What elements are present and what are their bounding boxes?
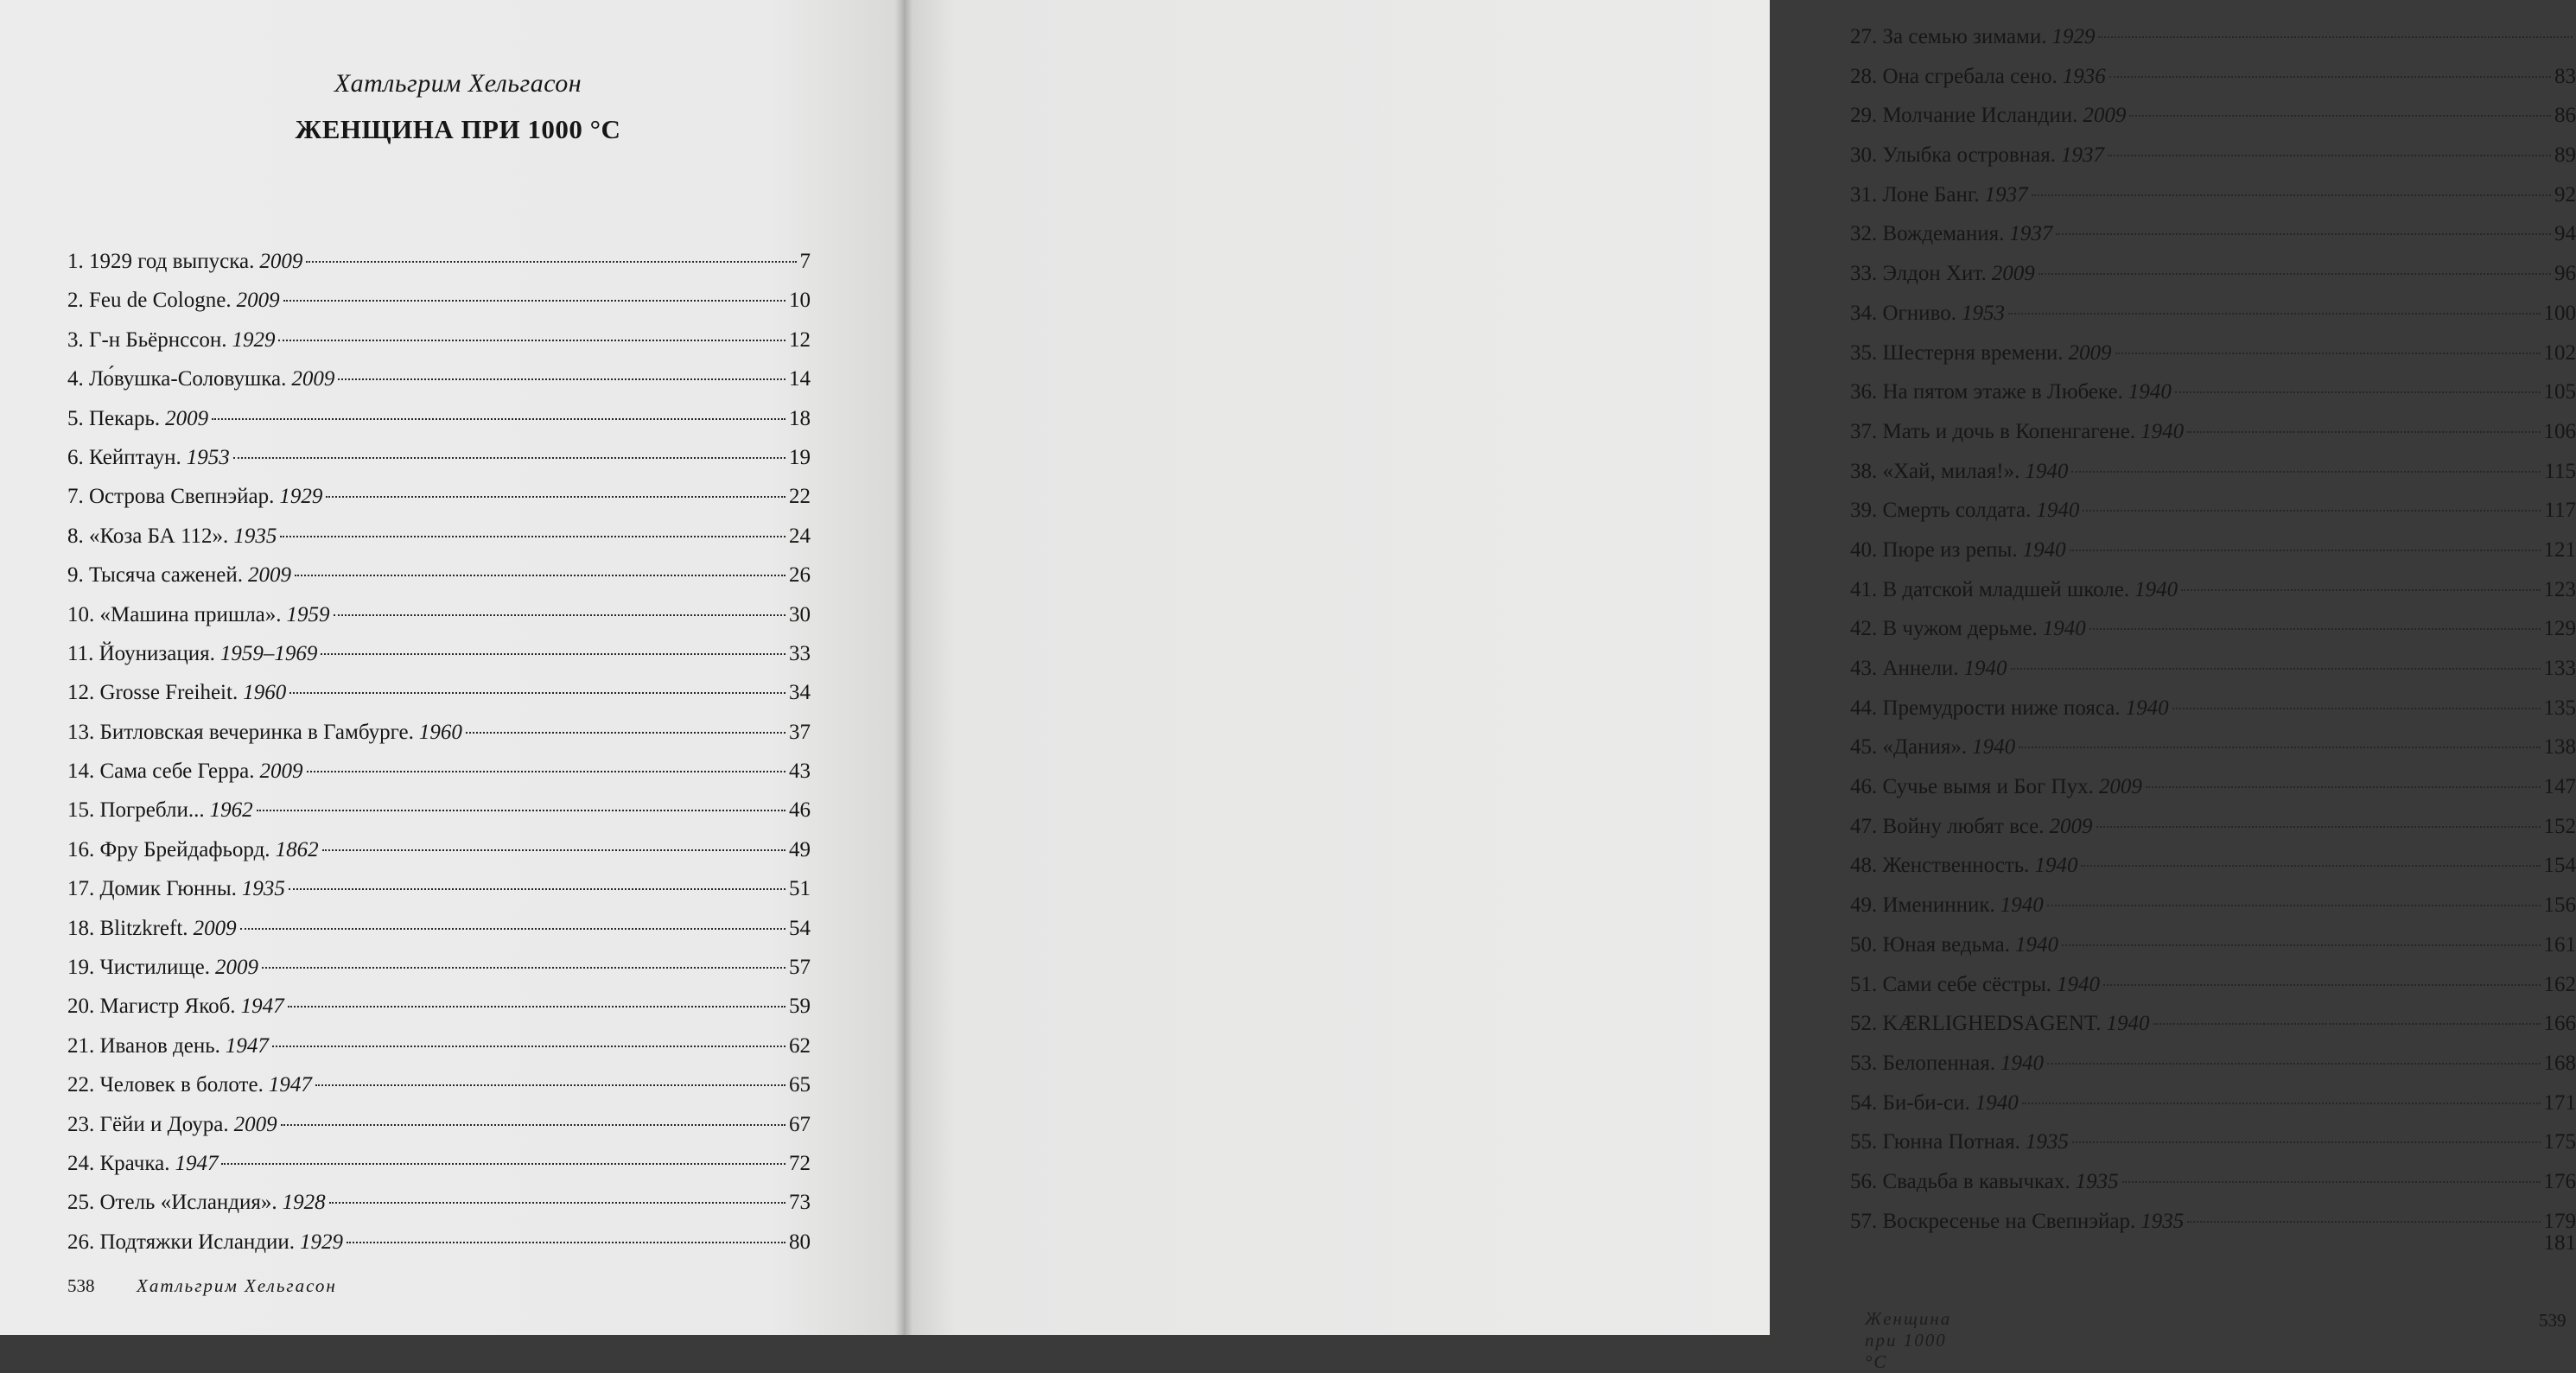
toc-entry-page: 179 — [2544, 1202, 2576, 1242]
toc-entry-year: 2009 — [165, 399, 208, 438]
toc-dot-leader — [2081, 865, 2540, 867]
toc-entry — [1850, 689, 2576, 728]
toc-entry-page: 22 — [789, 477, 811, 516]
toc-entry — [67, 673, 811, 712]
folio-number-left: 538 — [67, 1275, 95, 1297]
toc-entry-title: 38. «Хай, милая!». — [1850, 452, 2019, 492]
toc-entry-page: 168 — [2544, 1044, 2576, 1084]
toc-dot-leader — [233, 457, 786, 459]
toc-entry-title: 1. 1929 год выпуска. — [67, 242, 254, 281]
toc-dot-leader — [321, 653, 786, 655]
toc-entry — [67, 791, 811, 830]
toc-entry — [67, 1223, 811, 1262]
toc-entry-year: 1940 — [2036, 491, 2079, 531]
toc-dot-leader — [2070, 550, 2541, 551]
toc-entry-page: 24 — [789, 517, 811, 556]
toc-entry-title: 22. Человек в болоте. — [67, 1065, 264, 1104]
toc-dot-leader — [2083, 510, 2541, 512]
toc-dot-leader — [2071, 471, 2541, 473]
toc-entry-page: 154 — [2544, 846, 2576, 886]
toc-dot-leader — [322, 849, 786, 851]
toc-entry — [67, 987, 811, 1026]
toc-entry-title: 46. Сучье вымя и Бог Пух. — [1850, 767, 2094, 807]
toc-entry-page: 12 — [789, 321, 811, 359]
toc-entry-page: 14 — [789, 359, 811, 398]
toc-entry-page: 166 — [2544, 1004, 2576, 1044]
toc-entry — [1850, 1004, 2576, 1044]
toc-entry-title: 24. Крачка. — [67, 1144, 169, 1183]
toc-entry — [1850, 925, 2576, 965]
toc-entry — [67, 359, 811, 398]
toc-entry-page: 129 — [2544, 609, 2576, 649]
toc-dot-leader — [278, 340, 786, 341]
toc-entry-year: 1940 — [2126, 689, 2169, 728]
toc-entry-year: 1940 — [1972, 728, 2015, 767]
toc-entry — [1850, 965, 2576, 1005]
toc-entry-title: 53. Белопенная. — [1850, 1044, 1995, 1084]
toc-entry-year: 1929 — [232, 321, 275, 359]
toc-entry — [1850, 372, 2576, 412]
toc-entry-year: 1929 — [279, 477, 322, 516]
toc-dot-leader — [2047, 1063, 2540, 1065]
toc-entry-page: 161 — [2544, 925, 2576, 965]
toc-entry-page: 171 — [2544, 1084, 2576, 1123]
toc-entry-page: 135 — [2544, 689, 2576, 728]
toc-dot-leader — [306, 261, 796, 263]
toc-entry-year: 1937 — [2009, 214, 2052, 254]
toc-entry-page: 156 — [2544, 886, 2576, 925]
toc-dot-leader — [240, 928, 786, 930]
toc-entry-year: 2009 — [2099, 767, 2142, 807]
toc-entry-title: 45. «Дания». — [1850, 728, 1967, 767]
toc-entry — [67, 1183, 811, 1222]
toc-dot-leader — [289, 888, 786, 890]
toc-entry — [67, 948, 811, 987]
toc-entry-title: 30. Улыбка островная. — [1850, 136, 2056, 175]
toc-entry-page: 105 — [2544, 372, 2576, 412]
toc-entry — [67, 477, 811, 516]
toc-dot-leader — [2187, 431, 2540, 433]
toc-entry — [67, 869, 811, 908]
toc-dot-leader — [2172, 708, 2541, 709]
toc-entry-year: 1940 — [2140, 412, 2184, 452]
toc-entry-page: 34 — [789, 673, 811, 712]
toc-entry-year: 1947 — [175, 1144, 218, 1183]
toc-entry-title: 54. Би-би-си. — [1850, 1084, 1970, 1123]
toc-entry — [1850, 294, 2576, 334]
toc-entry — [1850, 807, 2576, 847]
toc-dot-leader — [2108, 155, 2551, 156]
toc-entry-year: 1940 — [1964, 649, 2007, 689]
toc-dot-leader — [288, 1006, 786, 1008]
toc-dot-leader — [212, 418, 786, 420]
toc-entry-year: 2009 — [259, 242, 302, 281]
toc-entry — [1850, 531, 2576, 570]
toc-entry-year: 1960 — [243, 673, 286, 712]
toc-entry-title: 39. Смерть солдата. — [1850, 491, 2031, 531]
toc-entry-page: 72 — [789, 1144, 811, 1183]
toc-entry-title: 13. Битловская вечеринка в Гамбурге. — [67, 713, 414, 752]
toc-entry-page: 106 — [2544, 412, 2576, 452]
toc-entry-year: 1940 — [2128, 372, 2172, 412]
running-head-right: Женщина при 1000 °С — [1865, 1308, 1951, 1373]
toc-dot-leader — [2129, 115, 2551, 117]
toc-entry-year: 2009 — [215, 948, 258, 987]
toc-entry-page: 51 — [789, 869, 811, 908]
toc-entry — [1850, 728, 2576, 767]
toc-entry-title: 35. Шестерня времени. — [1850, 334, 2064, 373]
toc-entry-year: 1940 — [1975, 1084, 2019, 1123]
toc-entry-title: 25. Отель «Исландия». — [67, 1183, 277, 1222]
toc-entry — [67, 242, 811, 281]
toc-entry-page: 115 — [2544, 452, 2576, 492]
toc-entry-year: 1935 — [2076, 1162, 2119, 1202]
toc-dot-leader — [2047, 905, 2541, 906]
toc-entry-title: 28. Она сгребала сено. — [1850, 57, 2058, 97]
toc-entry-year: 1940 — [2057, 965, 2100, 1005]
toc-dot-leader — [262, 967, 786, 969]
toc-entry-title: 2. Feu de Cologne. — [67, 281, 232, 320]
toc-entry-page: 62 — [789, 1027, 811, 1065]
toc-entry-year: 2009 — [260, 752, 303, 791]
toc-dot-leader — [257, 810, 786, 811]
toc-dot-leader — [2122, 1181, 2541, 1183]
toc-entry-page: 147 — [2544, 767, 2576, 807]
toc-entry-year: 1935 — [2140, 1202, 2184, 1242]
toc-dot-leader — [2039, 273, 2551, 275]
toc-entry-year: 1947 — [241, 987, 284, 1026]
toc-entry-year: 2009 — [194, 909, 237, 948]
toc-entry-page: 133 — [2544, 649, 2576, 689]
toc-entry — [1850, 1122, 2576, 1162]
toc-entry — [67, 517, 811, 556]
toc-entry-year: 1935 — [233, 517, 277, 556]
toc-entry — [67, 1027, 811, 1065]
toc-entry-page: 46 — [789, 791, 811, 830]
toc-entry-title: 11. Йоунизация. — [67, 634, 215, 673]
toc-entry-title: 7. Острова Свепнэйар. — [67, 477, 274, 516]
toc-entry-page: 54 — [789, 909, 811, 948]
toc-entry-page: 73 — [789, 1183, 811, 1222]
toc-dot-leader — [2103, 984, 2540, 986]
toc-entry-year: 1936 — [2063, 57, 2106, 97]
toc-dot-leader — [2032, 194, 2551, 196]
toc-entry-title: 47. Войну любят все. — [1850, 807, 2045, 847]
toc-entry-page: 19 — [789, 438, 811, 477]
toc-entry-year: 1959 — [287, 595, 330, 634]
toc-entry-year: 2009 — [1992, 254, 2035, 294]
toc-entry-year: 1929 — [2051, 17, 2095, 57]
toc-entry-year: 1929 — [300, 1223, 343, 1262]
toc-dot-leader — [2089, 628, 2541, 630]
toc-entry — [1850, 886, 2576, 925]
toc-entry-year: 1953 — [187, 438, 230, 477]
toc-entry-year: 1928 — [283, 1183, 326, 1222]
toc-dot-leader — [315, 1084, 786, 1086]
toc-entry — [1850, 452, 2576, 492]
toc-entry — [1850, 96, 2576, 136]
toc-entry-title: 26. Подтяжки Исландии. — [67, 1223, 295, 1262]
toc-entry — [1850, 57, 2576, 97]
toc-entry — [67, 321, 811, 359]
toc-entry-page: 102 — [2544, 334, 2576, 373]
toc-entry — [1850, 136, 2576, 175]
toc-dot-leader — [2187, 1221, 2540, 1223]
toc-entry-title: 10. «Машина пришла». — [67, 595, 282, 634]
toc-list-left — [67, 242, 811, 1262]
toc-entry-title: 21. Иванов день. — [67, 1027, 220, 1065]
running-head-left: Хатльгрим Хельгасон — [137, 1275, 337, 1297]
toc-entry-title: 8. «Коза БА 112». — [67, 517, 228, 556]
toc-dot-leader — [466, 732, 786, 734]
toc-dot-leader — [2115, 353, 2541, 354]
toc-dot-leader — [2072, 1141, 2541, 1143]
toc-entry-title: 15. Погребли... — [67, 791, 205, 830]
toc-entry-year: 1940 — [2000, 886, 2044, 925]
toc-entry-page: 92 — [2554, 175, 2576, 215]
toc-entry-year: 1947 — [226, 1027, 269, 1065]
toc-dot-leader — [347, 1242, 786, 1243]
toc-entry-title: 14. Сама себе Герра. — [67, 752, 255, 791]
toc-entry — [1850, 846, 2576, 886]
book-gutter — [895, 0, 913, 1335]
toc-entry — [67, 281, 811, 320]
toc-dot-leader — [2146, 786, 2541, 788]
toc-entry-year: 1940 — [2023, 531, 2066, 570]
toc-entry-page: 65 — [789, 1065, 811, 1104]
toc-dot-leader — [2175, 391, 2541, 393]
toc-entry-year: 2009 — [291, 359, 334, 398]
toc-dot-leader — [272, 1046, 786, 1047]
toc-entry-title: 32. Вождемания. — [1850, 214, 2004, 254]
toc-entry-year: 2009 — [2050, 807, 2093, 847]
toc-entry — [1850, 214, 2576, 254]
toc-dot-leader — [307, 771, 786, 772]
toc-dot-leader — [2181, 589, 2540, 591]
toc-entry-page: 152 — [2544, 807, 2576, 847]
toc-entry — [1850, 491, 2576, 531]
toc-entry-title: 56. Свадьба в кавычках. — [1850, 1162, 2070, 1202]
toc-entry-title: 37. Мать и дочь в Копенгагене. — [1850, 412, 2135, 452]
toc-entry-year: 1937 — [2061, 136, 2104, 175]
toc-entry — [1850, 334, 2576, 373]
toc-entry-year: 1935 — [2026, 1122, 2069, 1162]
toc-dot-leader — [2011, 668, 2541, 670]
toc-entry-title: 9. Тысяча саженей. — [67, 556, 243, 594]
toc-entry-page: 121 — [2544, 531, 2576, 570]
toc-entry-title: 49. Именинник. — [1850, 886, 1995, 925]
toc-entry-year: 2009 — [248, 556, 291, 594]
toc-dot-leader — [2019, 747, 2540, 748]
toc-entry-year: 1940 — [2107, 1004, 2150, 1044]
toc-entry-page: 176 — [2544, 1162, 2576, 1202]
toc-entry-page: 175 — [2544, 1122, 2576, 1162]
toc-dot-leader — [221, 1163, 786, 1165]
left-page — [0, 0, 904, 1335]
toc-entry-title: 41. В датской младшей школе. — [1850, 570, 2129, 610]
toc-dot-leader — [280, 536, 786, 537]
toc-entry-title: 29. Молчание Исландии. — [1850, 96, 2077, 136]
toc-entry-title: 23. Гёйи и Доура. — [67, 1105, 229, 1144]
toc-entry-page: 57 — [789, 948, 811, 987]
toc-entry — [67, 713, 811, 752]
toc-entry-page: 80 — [789, 1223, 811, 1262]
toc-dot-leader — [329, 1202, 786, 1204]
toc-entry — [67, 595, 811, 634]
toc-entry-page: 181 — [2544, 1224, 2576, 1263]
toc-dot-leader — [326, 496, 786, 498]
toc-entry-title: 52. KÆRLIGHEDSAGENT. — [1850, 1004, 2102, 1044]
toc-entry-title: 19. Чистилище. — [67, 948, 210, 987]
toc-entry — [1850, 1084, 2576, 1123]
toc-dot-leader — [2153, 1023, 2541, 1025]
toc-list-right — [1850, 17, 2576, 1263]
toc-entry — [67, 399, 811, 438]
toc-entry-title: 3. Г-н Бьёрнссон. — [67, 321, 226, 359]
toc-entry — [1850, 570, 2576, 610]
toc-entry — [67, 556, 811, 594]
toc-entry-page: 49 — [789, 830, 811, 869]
toc-entry-title: 27. За семью зимами. — [1850, 17, 2046, 57]
toc-entry-title: 18. Blitzkreft. — [67, 909, 188, 948]
toc-dot-leader — [283, 300, 786, 302]
toc-dot-leader — [338, 378, 786, 380]
toc-entry-year: 1940 — [2043, 609, 2086, 649]
book-author: Хатльгрим Хельгасон — [285, 69, 631, 99]
toc-entry-year: 1953 — [1962, 294, 2005, 334]
toc-entry-page: 138 — [2544, 728, 2576, 767]
toc-dot-leader — [2098, 36, 2573, 38]
toc-dot-leader — [2062, 944, 2541, 946]
toc-dot-leader — [281, 1124, 786, 1126]
toc-entry-year: 1959–1969 — [220, 634, 318, 673]
toc-entry-title: 44. Премудрости ниже пояса. — [1850, 689, 2121, 728]
toc-entry — [67, 752, 811, 791]
toc-entry-title: 40. Пюре из репы. — [1850, 531, 2018, 570]
toc-entry-year: 1862 — [276, 830, 319, 869]
toc-entry-title: 33. Элдон Хит. — [1850, 254, 1987, 294]
toc-entry-year: 1947 — [269, 1065, 312, 1104]
toc-entry-page: 26 — [789, 556, 811, 594]
toc-entry-title: 20. Магистр Якоб. — [67, 987, 236, 1026]
toc-entry-title: 57. Воскресенье на Свепнэйар. — [1850, 1202, 2135, 1242]
toc-entry-page: 86 — [2554, 96, 2576, 136]
toc-entry-page: 100 — [2544, 294, 2576, 334]
toc-entry — [67, 1105, 811, 1144]
toc-entry — [1850, 175, 2576, 215]
toc-entry-title: 50. Юная ведьма. — [1850, 925, 2010, 965]
toc-entry-title: 16. Фру Брейдафьорд. — [67, 830, 270, 869]
toc-dot-leader — [334, 614, 786, 616]
toc-entry-year: 2009 — [2083, 96, 2126, 136]
toc-entry — [1850, 609, 2576, 649]
toc-entry — [1850, 649, 2576, 689]
toc-entry-page: 96 — [2554, 254, 2576, 294]
toc-dot-leader — [2109, 76, 2551, 78]
toc-dot-leader — [2056, 233, 2551, 235]
toc-entry-year: 2009 — [237, 281, 280, 320]
toc-entry — [1850, 1162, 2576, 1202]
toc-entry — [1850, 1044, 2576, 1084]
toc-entry — [1850, 412, 2576, 452]
toc-entry-page: 89 — [2554, 136, 2576, 175]
toc-entry-year: 1940 — [2000, 1044, 2044, 1084]
toc-entry-page: 10 — [789, 281, 811, 320]
toc-entry-page: 18 — [789, 399, 811, 438]
toc-entry-title: 6. Кейптаун. — [67, 438, 181, 477]
toc-entry-year: 1960 — [419, 713, 462, 752]
toc-entry — [67, 1144, 811, 1183]
toc-entry-title: 48. Женственность. — [1850, 846, 2029, 886]
toc-entry-page: 43 — [789, 752, 811, 791]
toc-entry-title: 36. На пятом этаже в Любеке. — [1850, 372, 2123, 412]
toc-dot-leader — [2022, 1103, 2541, 1104]
toc-entry — [67, 909, 811, 948]
toc-entry-page: 33 — [789, 634, 811, 673]
toc-entry-page: 117 — [2544, 491, 2576, 531]
toc-entry — [1850, 767, 2576, 807]
toc-entry-page: 94 — [2554, 214, 2576, 254]
toc-entry-title: 34. Огниво. — [1850, 294, 1956, 334]
toc-entry-year: 2009 — [234, 1105, 277, 1144]
toc-entry-title: 4. Ло́вушка-Соловушка. — [67, 359, 286, 398]
toc-dot-leader — [295, 575, 786, 576]
toc-entry-title: 31. Лоне Банг. — [1850, 175, 1980, 215]
toc-entry-year: 1940 — [2025, 452, 2068, 492]
toc-entry-title: 42. В чужом дерьме. — [1850, 609, 2038, 649]
toc-dot-leader — [289, 692, 786, 694]
toc-entry-title: 17. Домик Гюнны. — [67, 869, 237, 908]
toc-entry-year: 1962 — [210, 791, 253, 830]
toc-entry — [67, 1065, 811, 1104]
folio-number-right: 539 — [2539, 1310, 2566, 1332]
toc-entry — [1850, 254, 2576, 294]
toc-entry-year: 1940 — [2134, 570, 2178, 610]
toc-dot-leader — [2008, 313, 2541, 315]
toc-entry-page: 37 — [789, 713, 811, 752]
toc-entry-title: 43. Аннели. — [1850, 649, 1959, 689]
toc-entry-year: 1935 — [242, 869, 285, 908]
toc-entry — [67, 634, 811, 673]
toc-entry-year: 1937 — [1985, 175, 2028, 215]
toc-entry-year: 1940 — [2015, 925, 2058, 965]
toc-entry-page: 67 — [789, 1105, 811, 1144]
toc-entry-title: 5. Пекарь. — [67, 399, 160, 438]
toc-entry-page: 83 — [2554, 57, 2576, 97]
toc-entry — [1850, 17, 2576, 57]
toc-entry-page: 162 — [2544, 965, 2576, 1005]
toc-entry-title: 51. Сами себе сёстры. — [1850, 965, 2051, 1005]
toc-entry-title: 12. Grosse Freiheit. — [67, 673, 238, 712]
right-page — [904, 0, 1770, 1335]
toc-entry-page: 59 — [789, 987, 811, 1026]
book-title: ЖЕНЩИНА ПРИ 1000 °С — [268, 114, 648, 145]
toc-entry-title: 55. Гюнна Потная. — [1850, 1122, 2020, 1162]
toc-entry-year: 2009 — [2069, 334, 2112, 373]
toc-entry-page: 7 — [800, 242, 811, 281]
toc-entry-year: 1940 — [2034, 846, 2077, 886]
toc-entry — [67, 830, 811, 869]
toc-entry-page: 123 — [2544, 570, 2576, 610]
toc-entry — [67, 438, 811, 477]
toc-entry-page: 30 — [789, 595, 811, 634]
toc-dot-leader — [2096, 826, 2541, 828]
